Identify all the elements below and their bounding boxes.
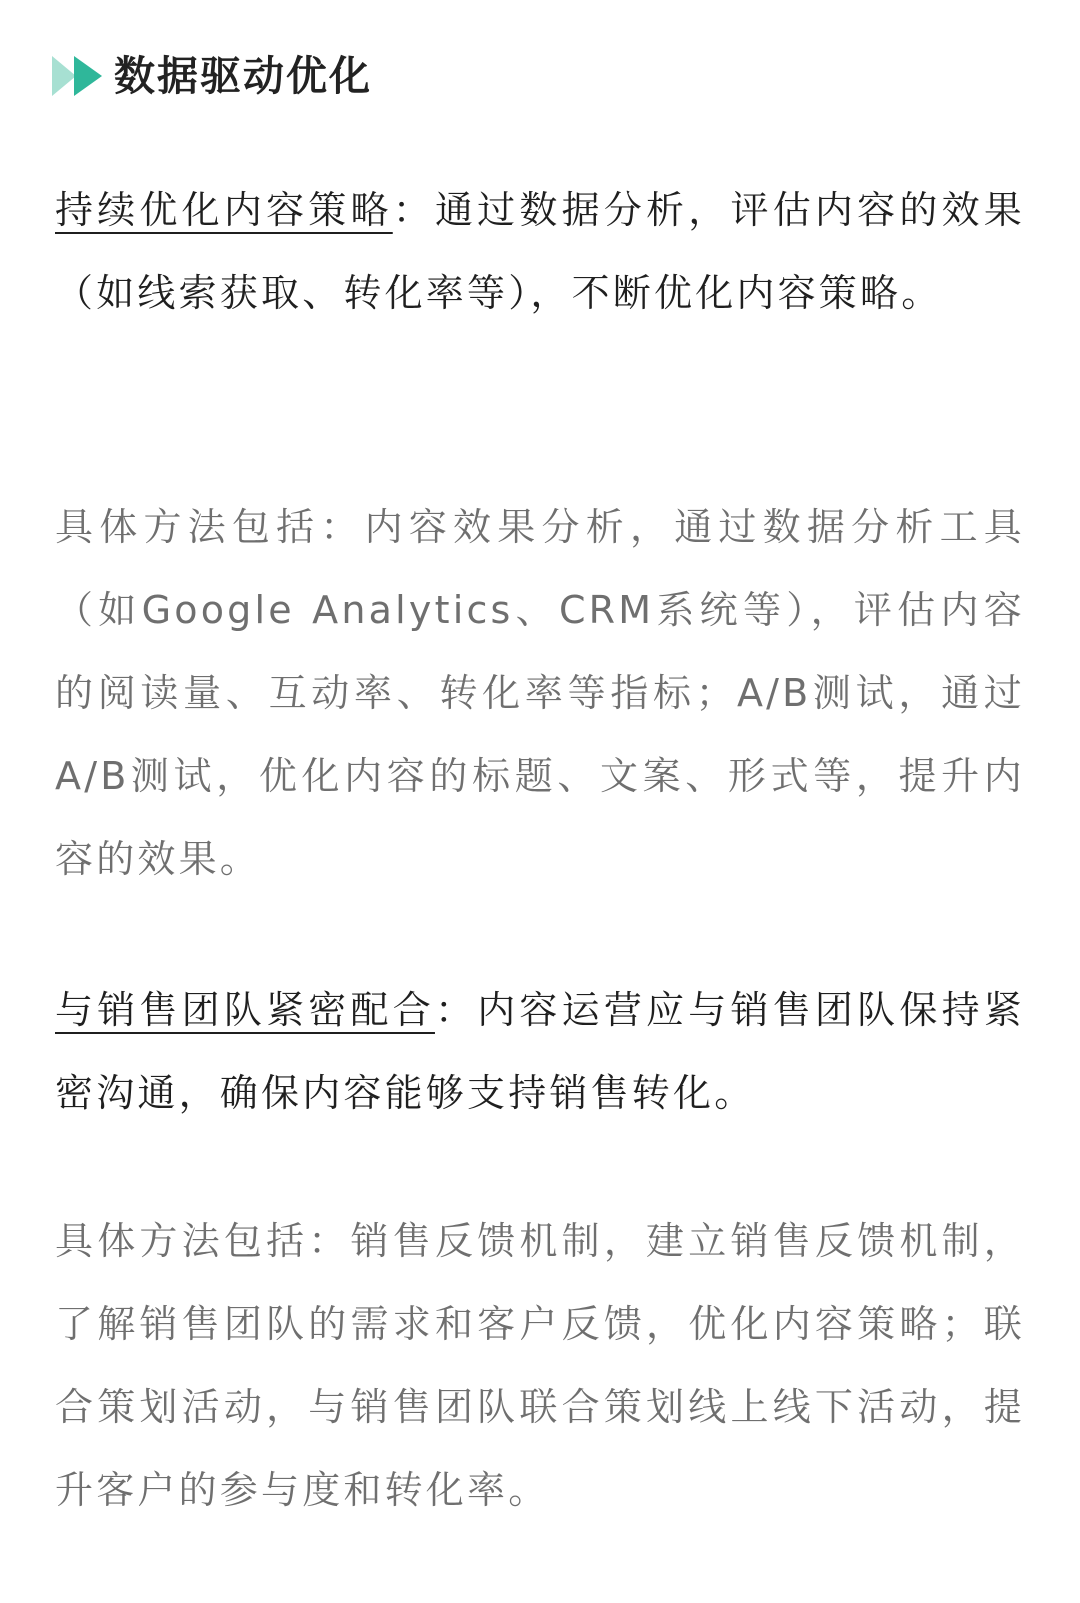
section-title: 数据驱动优化	[114, 52, 372, 100]
lead-term: 与销售团队紧密配合	[55, 988, 435, 1032]
lead-colon: ：	[434, 988, 478, 1032]
double-arrow-icon	[52, 54, 106, 98]
lead-colon: ：	[392, 188, 435, 232]
paragraph-strategy-optimization	[55, 169, 1025, 335]
paragraph-sales-cooperation	[55, 969, 1025, 1135]
section-header	[52, 46, 372, 106]
lead-term: 持续优化内容策略	[55, 188, 393, 232]
method-description: 具体方法包括：销售反馈机制，建立销售反馈机制，了解销售团队的需求和客户反馈，优化内容策略；联合策划活动，与销售团队联合策划线上线下活动，提升客户的参与度和转化率。	[55, 1219, 1025, 1512]
method-description: 具体方法包括：内容效果分析，通过数据分析工具（如Google Analytics、CRM系统等），评估内容的阅读量、互动率、转化率等指标；A/B测试，通过A/B测试，优化内容的标题、文案、形式等，提升内容的效果。	[55, 505, 1025, 881]
arrow-light-icon	[52, 56, 76, 96]
arrow-dark-icon	[74, 56, 102, 96]
paragraph-text: 通过数据分析，评估内容的效果（如线索获取、转化率等），不断优化内容策略。	[55, 188, 1025, 315]
paragraph-text: 内容运营应与销售团队保持紧密沟通，确保内容能够支持销售转化。	[55, 988, 1025, 1115]
